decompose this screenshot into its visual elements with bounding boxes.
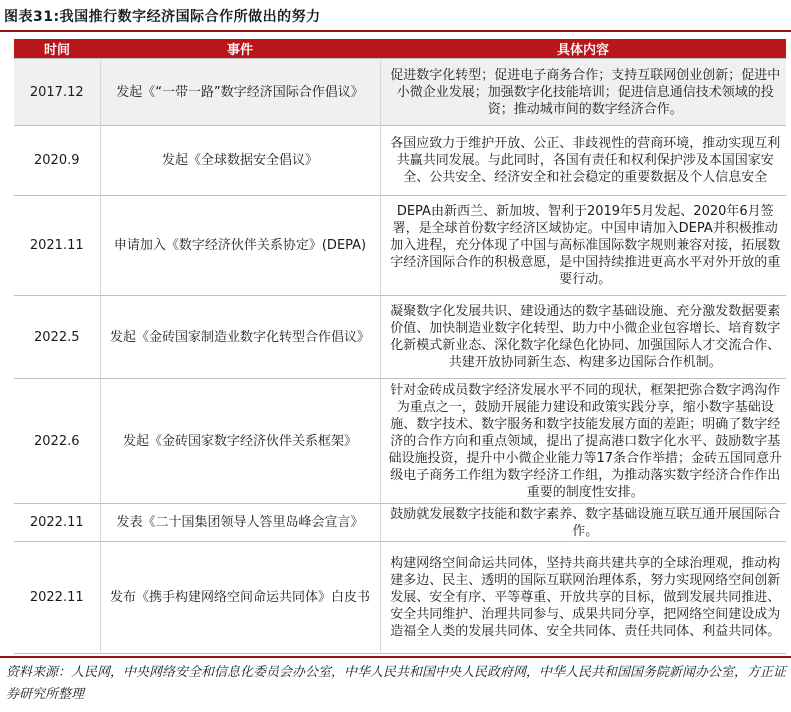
row-time: 2022.11	[29, 590, 84, 605]
row-detail: 促进数字化转型；促进电子商务合作；支持互联网创业创新；促进中小微企业发展；加强数字化技能培训；促进信息通信技术领域的投资；推动城市间的数字经济合作。	[380, 59, 786, 126]
row-event: 发起《金砖国家数字经济伙伴关系框架》	[100, 379, 380, 504]
table-row	[14, 126, 786, 196]
table-row	[14, 59, 786, 126]
table-row	[14, 542, 786, 654]
row-time: 2020.9	[34, 153, 80, 168]
row-time: 2022.6	[34, 433, 80, 449]
row-event: 发表《二十国集团领导人答里岛峰会宣言》	[100, 504, 380, 542]
row-time: 2021.11	[29, 238, 84, 253]
row-event: 申请加入《数字经济伙伴关系协定》(DEPA)	[100, 196, 380, 296]
header-event: 事件	[100, 39, 380, 59]
source-divider	[0, 656, 791, 658]
row-time: 2022.11	[29, 515, 84, 530]
table-header-row	[14, 39, 786, 59]
figure-title: 图表31:我国推行数字经济国际合作所做出的努力	[4, 9, 321, 25]
row-time: 2017.12	[14, 59, 100, 126]
header-time: 时间	[14, 39, 100, 59]
table-row	[14, 504, 786, 542]
source-note: 资料来源：人民网，中央网络安全和信息化委员会办公室，中华人民共和国中央人民政府网，中华人民共和国国务院新闻办公室，方正证券研究所整理	[6, 665, 787, 702]
row-event: 发布《携手构建网络空间命运共同体》白皮书	[100, 542, 380, 654]
row-event: 发起《全球数据安全倡议》	[100, 126, 380, 196]
title-divider	[0, 30, 791, 32]
row-time: 2022.5	[34, 329, 80, 345]
row-detail: 凝聚数字化发展共识、建设通达的数字基础设施、充分激发数据要素价值、加快制造业数字化转型、助力中小微企业包容增长、培育数字化新模式新业态、深化数字化绿色化协同、加强国际人才交流合作、共建开放协同新生态、构建多边国际合作机制。	[380, 296, 786, 379]
row-detail: DEPA由新西兰、新加坡、智利于2019年5月发起、2020年6月签署，是全球首份数字经济区域协定。中国申请加入DEPA并积极推动加入进程，充分体现了中国与高标准国际数字规则兼容对接，拓展数字经济国际合作的积极意愿，是中国持续推进更高水平对外开放的重要行动。	[380, 196, 786, 296]
table-row	[14, 296, 786, 379]
efforts-table	[14, 39, 786, 654]
row-detail: 构建网络空间命运共同体，坚持共商共建共享的全球治理观，推动构建多边、民主、透明的国际互联网治理体系，努力实现网络空间创新发展、安全有序、平等尊重、开放共享的目标，做到发展共同推进、安全共同维护、治理共同参与、成果共同分享，把网络空间建设成为造福全人类的发展共同体、安全共同体、责任共同体、利益共同体。	[380, 542, 786, 654]
row-event: 发起《金砖国家制造业数字化转型合作倡议》	[100, 296, 380, 379]
row-detail: 各国应致力于维护开放、公正、非歧视性的营商环境，推动实现互利共赢共同发展。与此同时，各国有责任和权利保护涉及本国国家安全、公共安全、经济安全和社会稳定的重要数据及个人信息安全	[380, 126, 786, 196]
table-row	[14, 379, 786, 504]
row-detail: 针对金砖成员数字经济发展水平不同的现状，框架把弥合数字鸿沟作为重点之一，鼓励开展能力建设和政策实践分享，缩小数字基础设施、数字技术、数字服务和数字技能发展方面的差距；明确了数字经济的合作方向和重点领域，提出了提高港口数字化水平、鼓励数字基础设施投资，提升中小微企业能力等17条合作举措；金砖五国同意升级电子商务工作组为数字经济工作组，为推动落实数字经济合作作出重要的制度性安排。	[380, 379, 786, 504]
row-event: 发起《“一带一路”数字经济国际合作倡议》	[100, 59, 380, 126]
row-detail: 鼓励就发展数字技能和数字素养、数字基础设施互联互通开展国际合作。	[380, 504, 786, 542]
header-detail: 具体内容	[380, 39, 786, 59]
table-row	[14, 196, 786, 296]
